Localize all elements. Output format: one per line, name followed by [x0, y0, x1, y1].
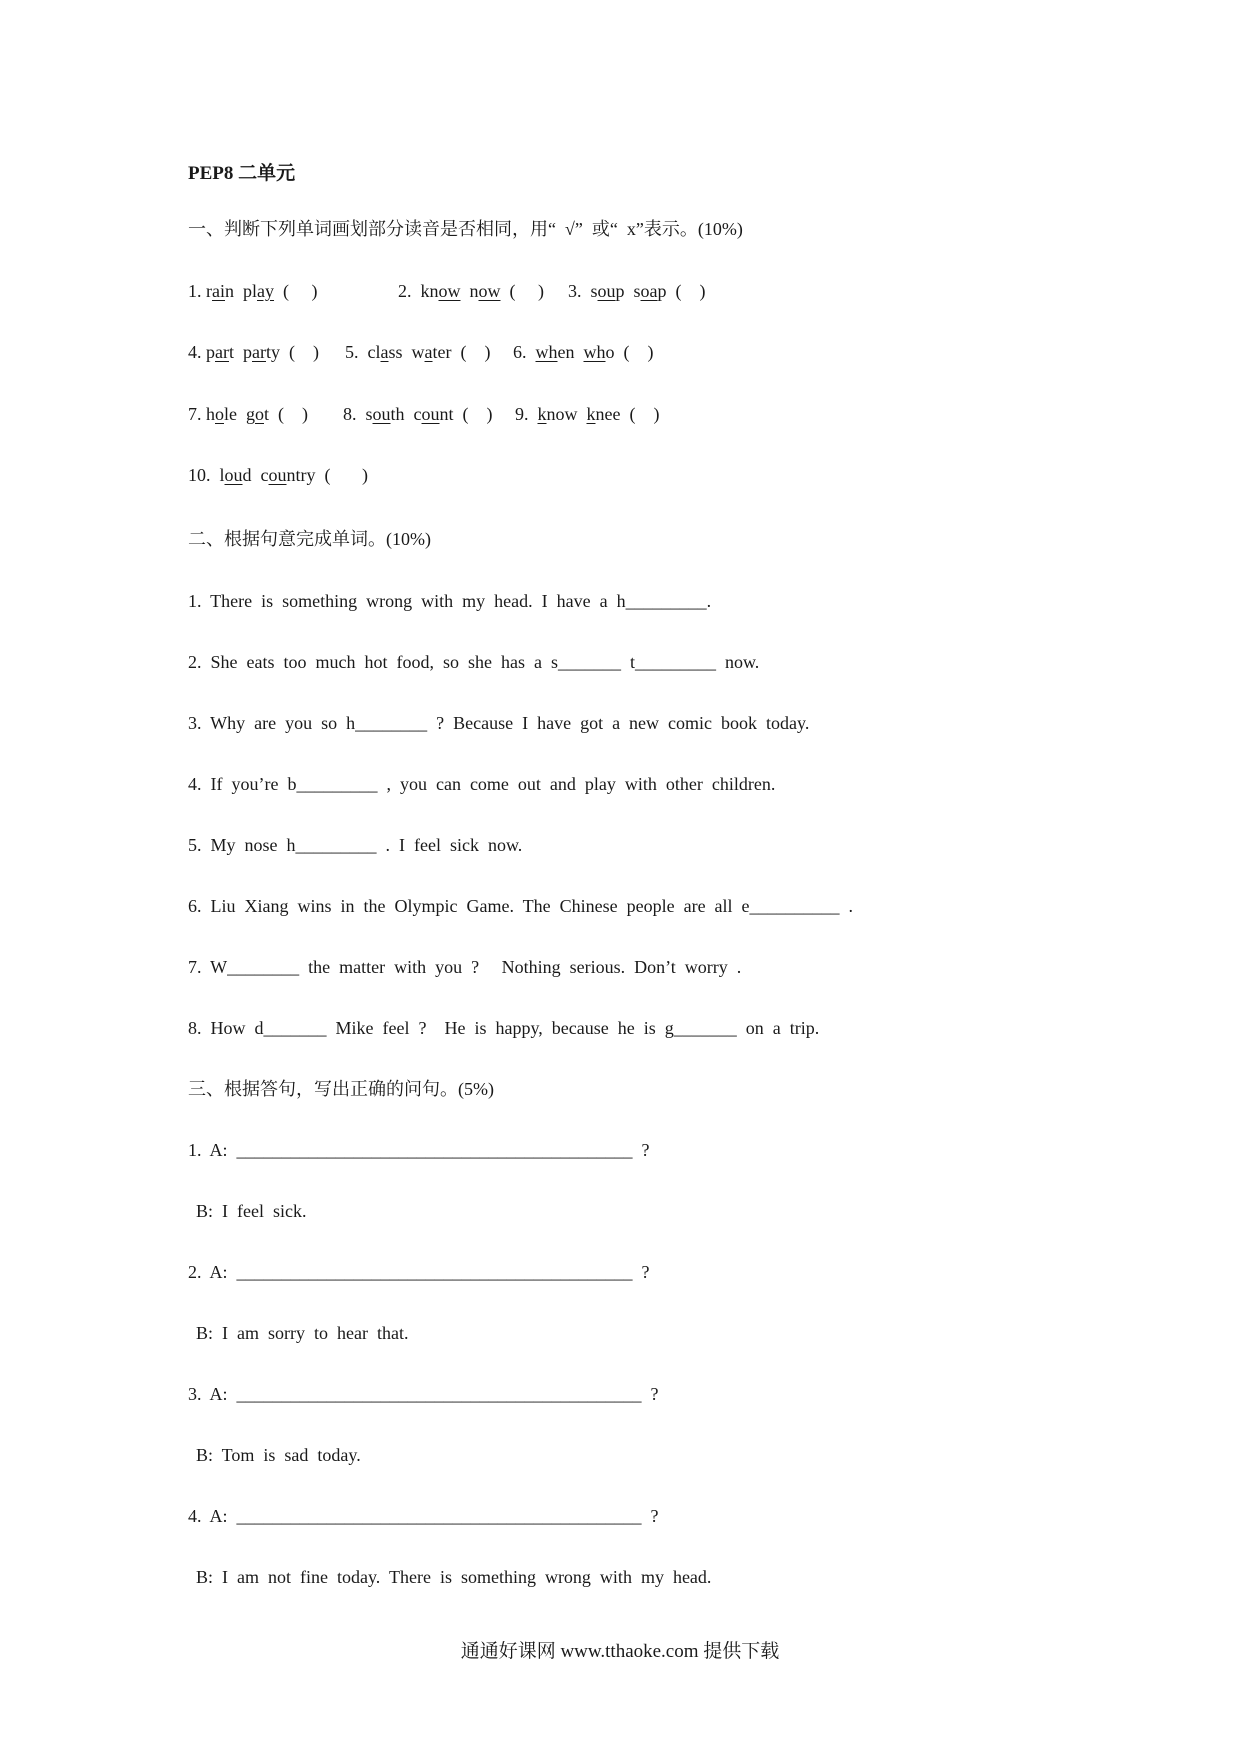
- item-text: 8. s: [343, 404, 373, 424]
- underlined-letters: ou: [421, 404, 440, 424]
- item-text: p s: [615, 281, 641, 301]
- item-text: nee ( ): [595, 404, 660, 424]
- part2-item: 7. W________ the matter with you ? Nothing serious. Don’t worry .: [188, 957, 742, 977]
- item-text: 6.: [513, 342, 536, 362]
- item-text: p ( ): [657, 281, 706, 301]
- part3-question-line: 4. A: _____________________________________________ ?: [188, 1506, 659, 1526]
- item-text: ss w: [388, 342, 425, 362]
- underlined-letters: k: [537, 404, 547, 424]
- item-text: ( ): [500, 281, 544, 301]
- part2-item: 3. Why are you so h________ ? Because I have got a new comic book today.: [188, 713, 810, 733]
- underlined-letters: k: [586, 404, 596, 424]
- item-text: en: [557, 342, 584, 362]
- item-text: 2. kn: [398, 281, 439, 301]
- item-text: 10. l: [188, 465, 225, 485]
- part1-item: [513, 341, 654, 363]
- part3-answer: B: I am not fine today. There is something wrong with my head.: [196, 1567, 712, 1587]
- part1-item: [515, 403, 659, 425]
- item-text: 1. r: [188, 281, 212, 301]
- underlined-letters: ou: [372, 404, 391, 424]
- underlined-letters: ar: [252, 342, 266, 362]
- underlined-letters: ou: [224, 465, 243, 485]
- item-text: o ( ): [605, 342, 654, 362]
- item-text: ter ( ): [432, 342, 491, 362]
- part1-item: [343, 403, 493, 425]
- footer-text: 通通好课网 www.tthaoke.com 提供下载: [460, 1641, 780, 1662]
- underlined-letters: wh: [535, 342, 558, 362]
- item-text: 4. p: [188, 342, 215, 362]
- part1-item: [568, 280, 706, 302]
- underlined-letters: oa: [640, 281, 658, 301]
- item-text: d c: [242, 465, 269, 485]
- item-text: t p: [228, 342, 252, 362]
- part2-item: 6. Liu Xiang wins in the Olympic Game. The Chinese people are all e__________ .: [188, 896, 854, 916]
- part1-item: [188, 464, 368, 486]
- part3-answer: B: I feel sick.: [196, 1201, 307, 1221]
- underlined-letters: ar: [215, 342, 229, 362]
- underlined-letters: ow: [478, 281, 501, 301]
- part2-item: 8. How d_______ Mike feel ? He is happy, because he is g_______ on a trip.: [188, 1018, 820, 1038]
- part3-question-line: 1. A: ____________________________________________ ?: [188, 1140, 650, 1160]
- part2-item: 1. There is something wrong with my head. I have a h_________.: [188, 591, 712, 611]
- item-text: 9.: [515, 404, 538, 424]
- underlined-letters: a: [380, 342, 389, 362]
- part1-item: [188, 341, 319, 363]
- item-text: ty ( ): [265, 342, 319, 362]
- underlined-letters: ou: [268, 465, 287, 485]
- part3-question-line: 3. A: _____________________________________________ ?: [188, 1384, 659, 1404]
- part1-heading: 一、判断下列单词画划部分读音是否相同，用“ √” 或“ x”表示。(10%): [188, 219, 743, 239]
- underlined-letters: o: [215, 404, 224, 424]
- item-text: th c: [390, 404, 422, 424]
- part3-heading: 三、根据答句，写出正确的问句。(5%): [188, 1079, 494, 1099]
- page-title: PEP8 二单元: [188, 163, 296, 184]
- part1-item: [188, 403, 308, 425]
- item-text: 7. h: [188, 404, 215, 424]
- item-text: n: [460, 281, 479, 301]
- item-text: le g: [224, 404, 255, 424]
- underlined-letters: o: [255, 404, 264, 424]
- item-text: 5. cl: [345, 342, 381, 362]
- part2-item: 2. She eats too much hot food, so she has a s_______ t_________ now.: [188, 652, 760, 672]
- underlined-letters: a: [424, 342, 433, 362]
- part3-answer: B: Tom is sad today.: [196, 1445, 361, 1465]
- item-text: now: [546, 404, 587, 424]
- item-text: ( ): [274, 281, 318, 301]
- item-text: nt ( ): [439, 404, 493, 424]
- underlined-letters: wh: [583, 342, 606, 362]
- part3-answer: B: I am sorry to hear that.: [196, 1323, 409, 1343]
- part2-item: 5. My nose h_________ . I feel sick now.: [188, 835, 523, 855]
- underlined-letters: ow: [438, 281, 461, 301]
- item-text: ntry ( ): [286, 465, 368, 485]
- part1-item: [398, 280, 544, 302]
- item-text: n pl: [225, 281, 258, 301]
- part2-item: 4. If you’re b_________ , you can come out and play with other children.: [188, 774, 776, 794]
- part2-heading: 二、根据句意完成单词。(10%): [188, 529, 431, 549]
- part1-item: [188, 280, 318, 302]
- item-text: 3. s: [568, 281, 598, 301]
- underlined-letters: ou: [597, 281, 616, 301]
- underlined-letters: ai: [212, 281, 225, 301]
- part1-item: [345, 341, 491, 363]
- underlined-letters: ay: [257, 281, 275, 301]
- part3-question-line: 2. A: ____________________________________________ ?: [188, 1262, 650, 1282]
- item-text: t ( ): [264, 404, 308, 424]
